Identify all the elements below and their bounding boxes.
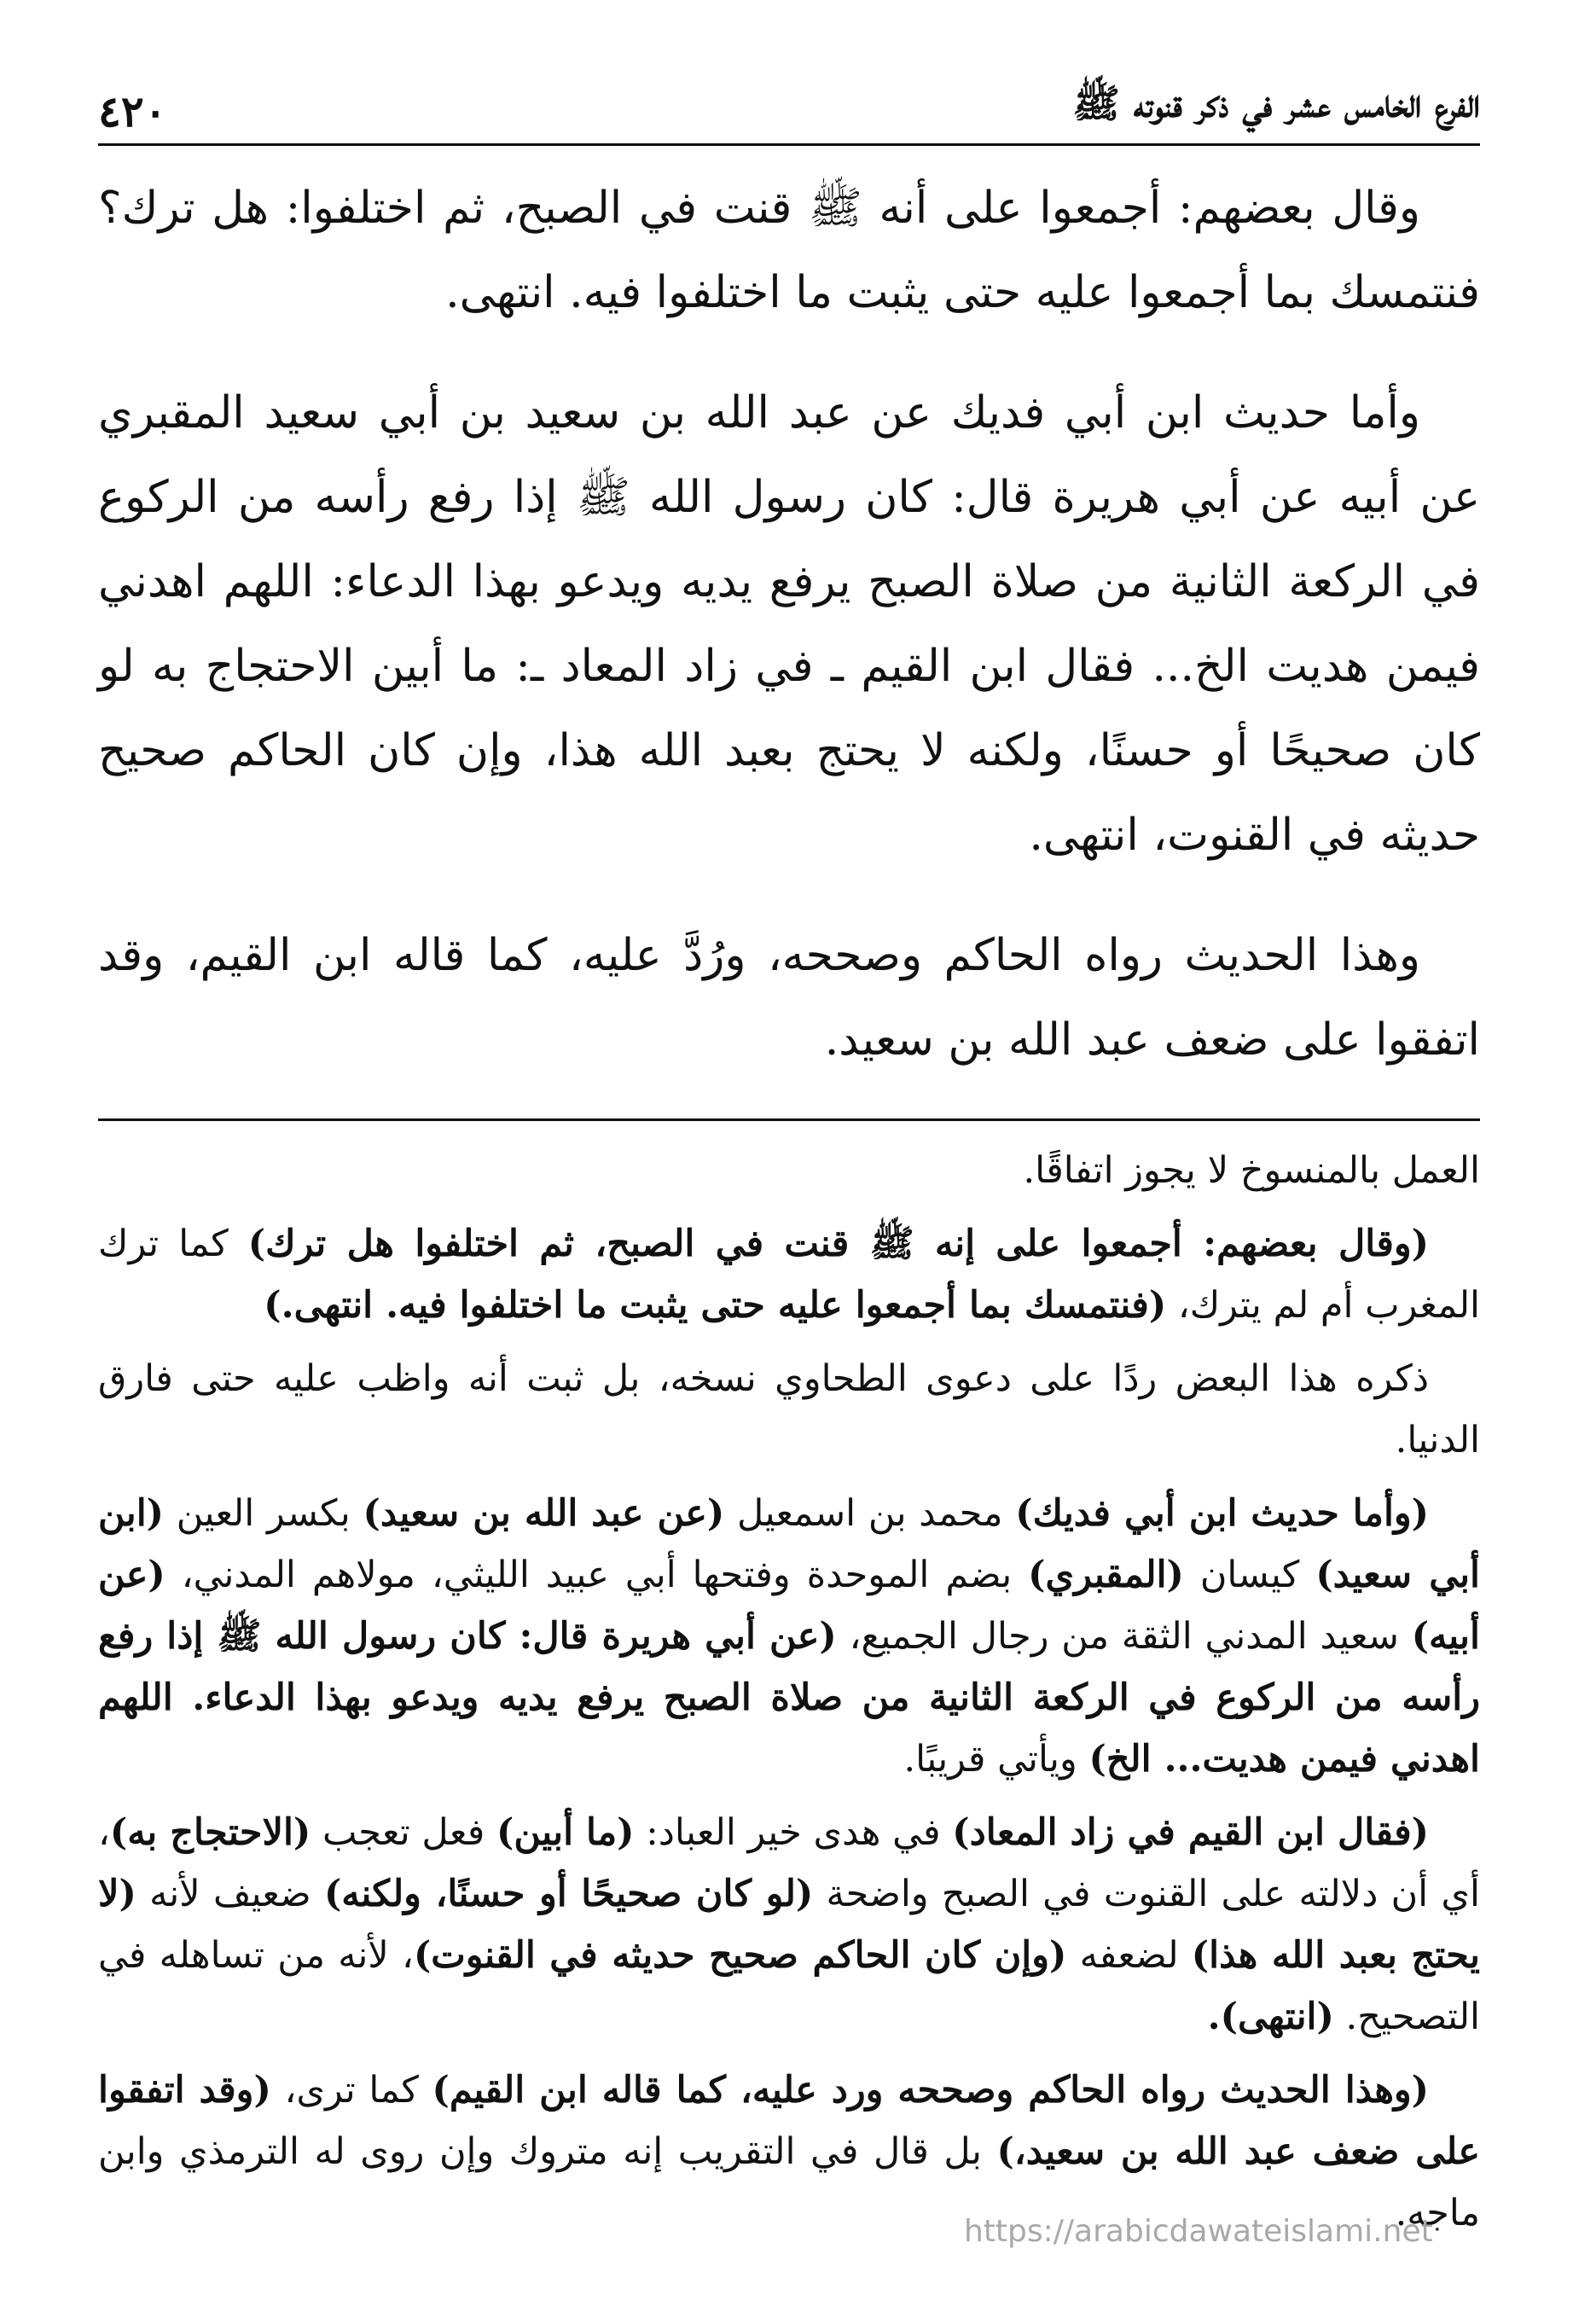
- quoted-text: (انتهى).: [1207, 1996, 1334, 2038]
- commentary-text: كيسان: [1183, 1554, 1316, 1596]
- commentary-text: كما ترك المغرب أم لم يترك،: [98, 1223, 1480, 1327]
- commentary-text: بل قال في التقريب إنه متروك وإن روى له الترمذي وابن ماجه.: [98, 2130, 1480, 2234]
- main-text: [98, 166, 1480, 1083]
- main-paragraph: وهذا الحديث رواه الحاكم وصححه، ورُدَّ عليه، كما قاله ابن القيم، وقد اتفقوا على ضعف عبد الله بن سعيد.: [98, 930, 1480, 1066]
- footnotes: [98, 1140, 1480, 2244]
- quoted-text: (عن أبي هريرة قال: كان رسول الله ﷺ إذا رفع رأسه من الركوع في الركعة الثانية من صلاة الصبح يرفع يديه ويدعو بهذا الدعاء. اللهم اهدني فيمن هديت... الخ): [98, 1615, 1480, 1781]
- commentary-text: سعيد المدني الثقة من رجال الجميع،: [836, 1615, 1412, 1658]
- quoted-text: (وأما حديث ابن أبي فديك): [1015, 1492, 1429, 1535]
- quoted-text: (وقد اتفقوا على ضعف عبد الله بن سعيد،): [98, 2069, 1481, 2173]
- running-title: الفرع الخامس عشر في ذكر قنوته ﷺ: [1072, 80, 1480, 126]
- book-page: [98, 51, 1480, 2256]
- quoted-text: (لا يحتج بعبد الله هذا): [98, 1873, 1480, 1977]
- quoted-text: (فنتمسك بما أجمعوا عليه حتى يثبت ما اختلفوا فيه. انتهى.): [264, 1284, 1167, 1327]
- page-header: [98, 51, 1480, 137]
- quoted-text: (المقبري): [1028, 1554, 1184, 1596]
- commentary-text: ويأتي قريبًا.: [903, 1738, 1089, 1781]
- quoted-text: (عن أبيه): [98, 1554, 1480, 1658]
- main-paragraph: وقال بعضهم: أجمعوا على أنه ﷺ قنت في الصبح، ثم اختلفوا: هل ترك؟ فنتمسك بما أجمعوا عليه حتى يثبت ما اختلفوا فيه. انتهى.: [98, 183, 1480, 318]
- commentary-text: بضم الموحدة وفتحها أبي عبيد الليثي، مولاهم المدني،: [165, 1554, 1029, 1596]
- main-paragraph: وأما حديث ابن أبي فديك عن عبد الله بن سعيد بن أبي سعيد المقبري عن أبيه عن أبي هريرة قال: كان رسول الله ﷺ إذا رفع رأسه من الركوع في الركعة الثانية من صلاة الصبح يرفع يديه ويدعو بهذا الدعاء: اللهم اهدني فيمن هديت الخ... فقال ابن القيم ـ في زاد المعاد ـ: ما أبين الاحتجاج به لو كان صحيحًا أو حسنًا، ولكنه لا يحتج بعبد الله هذا، وإن كان الحاكم صحيح حديثه في القنوت، انتهى.: [98, 387, 1480, 861]
- footnote-paragraph: [98, 1140, 1480, 1201]
- quoted-text: (ابن أبي سعيد): [98, 1492, 1480, 1596]
- quoted-text: (فقال ابن القيم في زاد المعاد): [952, 1811, 1429, 1854]
- quoted-text: (وقال بعضهم: أجمعوا على إنه ﷺ قنت في الصبح، ثم اختلفوا هل ترك): [247, 1223, 1429, 1265]
- quoted-text: (ما أبين): [496, 1811, 635, 1854]
- quoted-text: (وإن كان الحاكم صحيح حديثه في القنوت): [413, 1934, 1067, 1977]
- footnote-paragraph: [98, 1213, 1480, 1336]
- quoted-text: (عن عبد الله بن سعيد): [363, 1492, 725, 1535]
- commentary-text: ضعيف لأنه: [136, 1873, 324, 1915]
- source-watermark: https://arabicdawateislami.net: [964, 2214, 1433, 2249]
- page-number: ٤٢٠: [98, 86, 167, 137]
- footnote-paragraph: [98, 1802, 1480, 2048]
- commentary-text: محمد بن اسمعيل: [724, 1492, 1016, 1535]
- commentary-text: كما ترى،: [270, 2069, 432, 2112]
- commentary-text: في هدى خير العباد:: [634, 1811, 953, 1854]
- footnote-paragraph: [98, 1348, 1480, 1471]
- quoted-text: (لو كان صحيحًا أو حسنًا، ولكنه): [323, 1873, 814, 1915]
- commentary-text: ، أي أن دلالته على القنوت في الصبح واضحة: [98, 1811, 1480, 1915]
- footnote-text: العمل بالمنسوخ لا يجوز اتفاقًا.: [1023, 1149, 1480, 1192]
- quoted-text: (الاحتجاج به): [109, 1811, 311, 1854]
- footnote-paragraph: [98, 1483, 1480, 1790]
- commentary-text: فعل تعجب: [311, 1811, 497, 1854]
- commentary-text: ذكره هذا البعض ردًا على دعوى الطحاوي نسخه، بل ثبت أنه واظب عليه حتى فارق الدنيا.: [98, 1357, 1480, 1461]
- commentary-text: بكسر العين: [164, 1492, 363, 1535]
- commentary-text: ، لأنه من تساهله في التصحيح.: [98, 1934, 1480, 2038]
- footnote-separator: [98, 1118, 1480, 1121]
- header-rule: [98, 143, 1480, 146]
- quoted-text: (وهذا الحديث رواه الحاكم وصححه ورد عليه، كما قاله ابن القيم): [432, 2069, 1429, 2112]
- commentary-text: لضعفه: [1066, 1934, 1192, 1977]
